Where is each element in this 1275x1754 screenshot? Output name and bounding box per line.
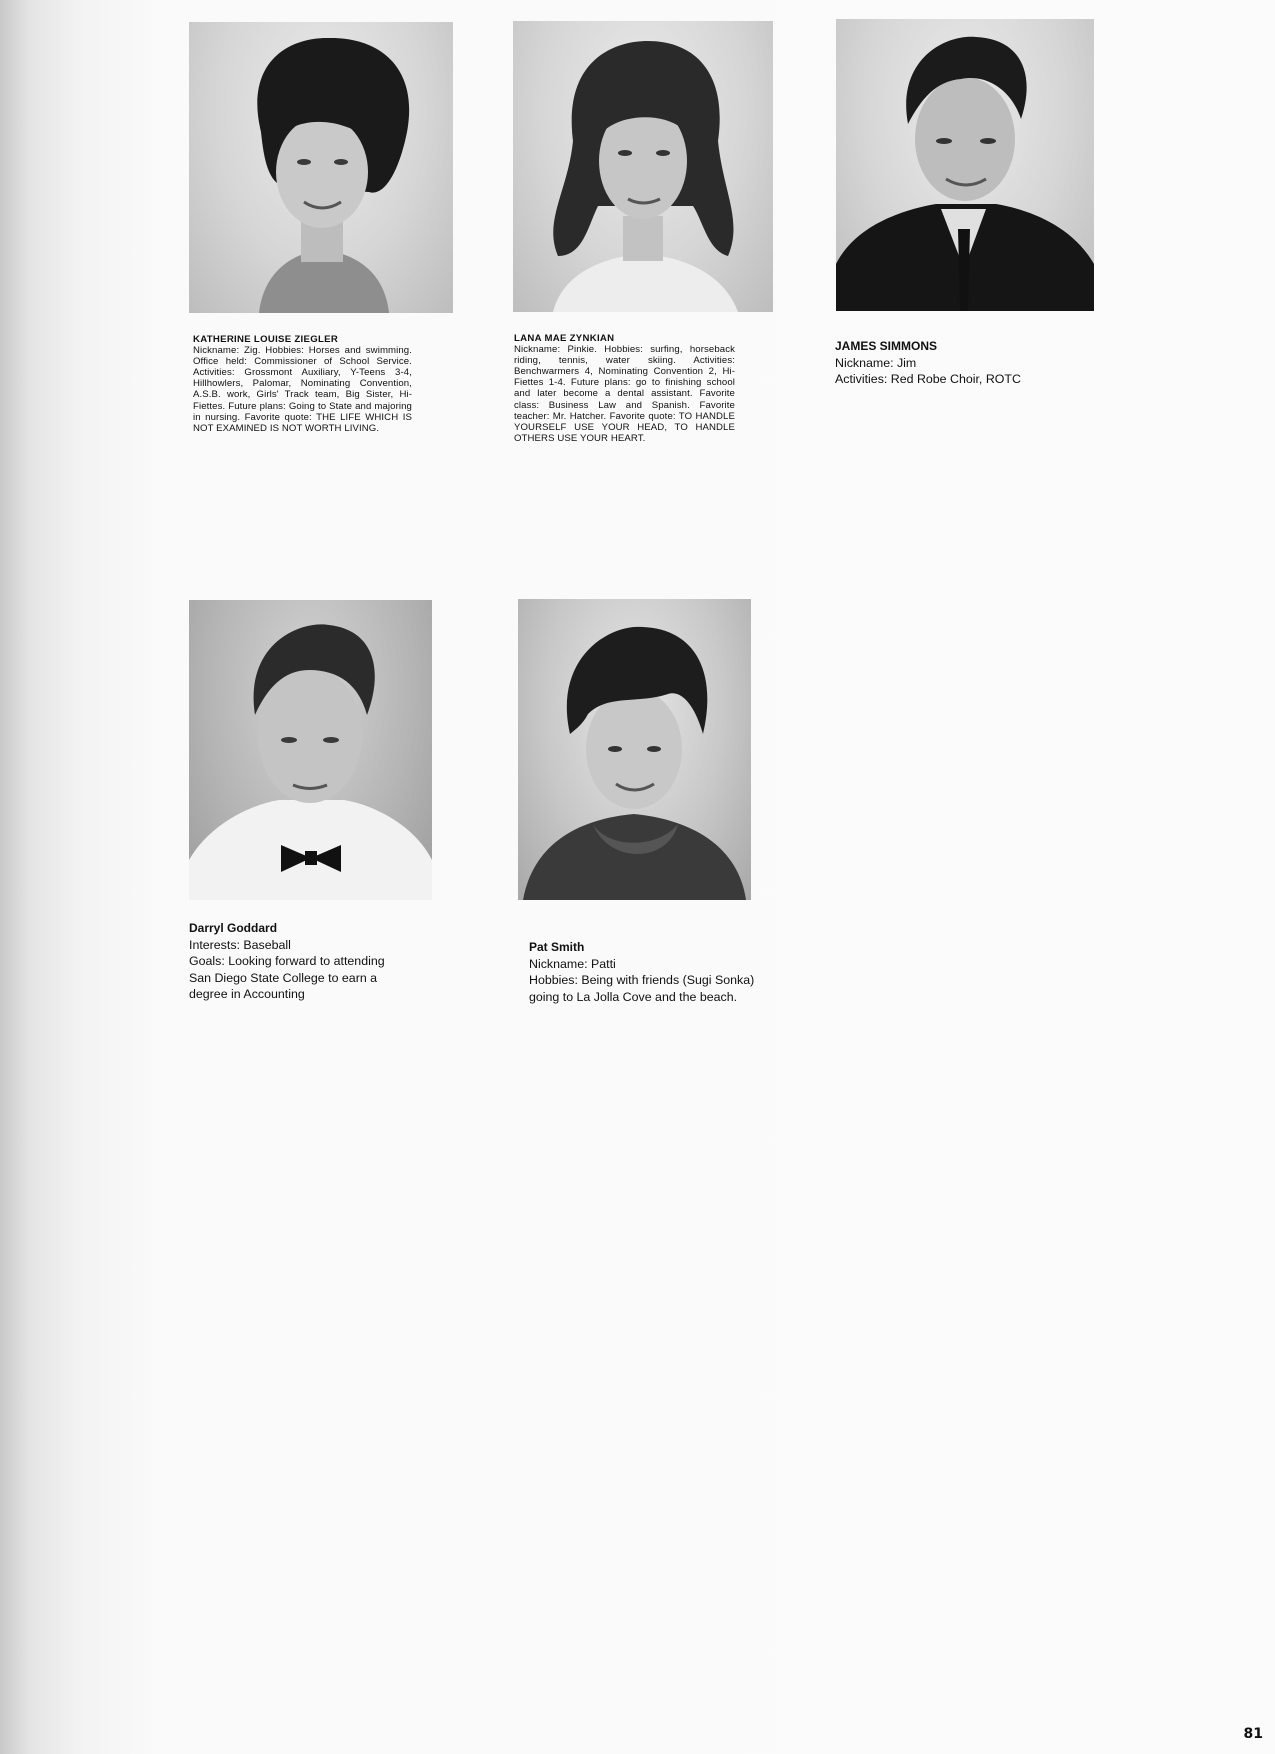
student-photo-goddard (189, 600, 432, 900)
student-name: Darryl Goddard (189, 921, 278, 935)
student-photo-ziegler (189, 22, 453, 313)
student-name: Pat Smith (529, 940, 585, 954)
bio-line: Activities: Red Robe Choir, ROTC (835, 372, 1021, 387)
bio-line: Hobbies: Being with friends (Sugi Sonka) (529, 973, 755, 988)
student-name: KATHERINE LOUISE ZIEGLER (193, 334, 339, 345)
student-photo-smith (518, 599, 751, 900)
student-photo-simmons (836, 19, 1094, 311)
bio-line: Goals: Looking forward to attending (189, 954, 385, 969)
caption-goddard (189, 920, 429, 1003)
caption-smith (529, 939, 789, 1005)
bio-line: Interests: Baseball (189, 937, 291, 952)
bio-line: degree in Accounting (189, 987, 305, 1002)
caption-simmons (835, 338, 1095, 388)
caption-zynkian (514, 333, 735, 444)
student-name: JAMES SIMMONS (835, 339, 938, 353)
bio-line: Nickname: Jim (835, 355, 917, 370)
bio-line: Nickname: Patti (529, 956, 616, 971)
bio-line: San Diego State College to earn a (189, 970, 378, 985)
page-number: 81 (1243, 1726, 1263, 1742)
student-bio: Nickname: Zig. Hobbies: Horses and swimming. Office held: Commissioner of School Service. Activities: Grossmont Auxiliary, Y-Teens 3-4, Hillhowlers, Palomar, Nominating Convention, A.S.B. work, Girls' Track team, Big Sister, Hi-Fiettes. Future plans: Going to State and majoring in nursing. Favorite quote: THE LIFE WHICH IS NOT EXAMINED IS NOT WORTH LIVING. (193, 345, 412, 434)
student-name: LANA MAE ZYNKIAN (514, 333, 615, 344)
student-photo-zynkian (513, 21, 773, 312)
bio-line: going to La Jolla Cove and the beach. (529, 989, 738, 1004)
student-bio: Nickname: Pinkie. Hobbies: surfing, horseback riding, tennis, water skiing. Activities: Benchwarmers 4, Nominating Convention 2, Hi-Fiettes 1-4. Future plans: go to finishing school and later become a dental assistant. Favorite class: Business Law and Spanish. Favorite teacher: Mr. Hatcher. Favorite quote: TO HANDLE YOURSELF USE YOUR HEAD, TO HANDLE OTHERS USE YOUR HEART. (514, 344, 735, 444)
caption-ziegler (193, 334, 412, 434)
